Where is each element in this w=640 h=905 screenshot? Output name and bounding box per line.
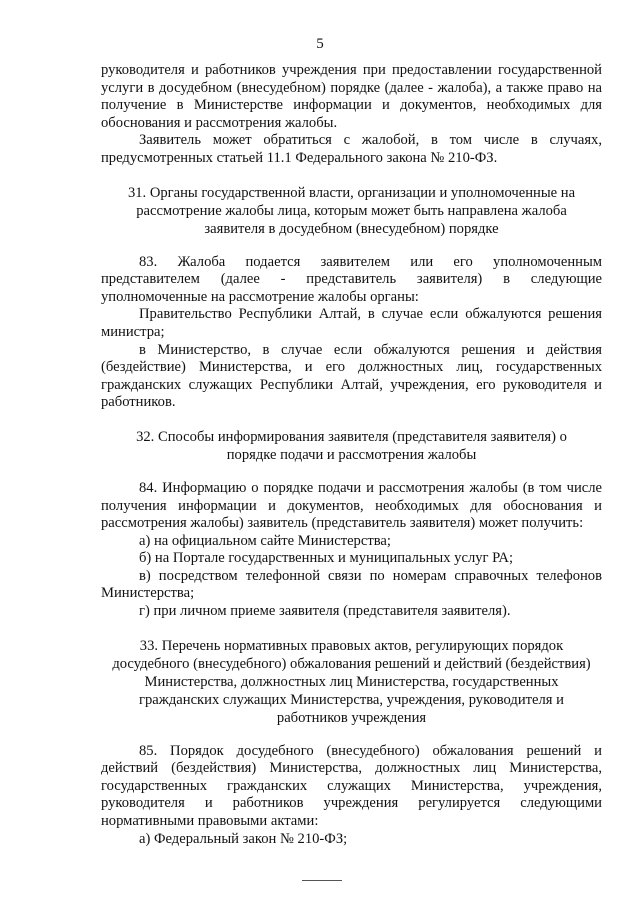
paragraph-84-item-a: а) на официальном сайте Министерства; xyxy=(139,532,391,549)
page-number: 5 xyxy=(316,36,324,52)
paragraph-continuation: руководителя и работников учреждения при предоставлении государственной услуги в досудебном (внесудебном) порядке (далее - жалоба), а также право на получение в Министерстве информации и документов, необходимых для обоснования и рассмотрения жалобы. xyxy=(101,62,602,131)
section-31-title: 31. Органы государственной власти, организации и уполномоченные на рассмотрение жалобы лица, которым может быть направлена жалоба заявителя в досудебном (внесудебном) порядке xyxy=(127,184,576,237)
paragraph-85: 85. Порядок досудебного (внесудебного) обжалования решений и действий (бездействия) Министерства, должностных лиц Министерства, государственных гражданских служащих Министерства, учреждения, руководителя и работников учреждения регулируется следующими нормативными правовыми актами: xyxy=(101,742,602,830)
paragraph-84-item-b: б) на Портале государственных и муниципальных услуг РА; xyxy=(139,550,514,567)
paragraph-complaint-right: Заявитель может обратиться с жалобой, в том числе в случаях, предусмотренных статьей 11.1 Федерального закона № 210-ФЗ. xyxy=(101,132,602,166)
paragraph-84-item-c: в) посредством телефонной связи по номерам справочных телефонов Министерства; xyxy=(101,567,602,602)
paragraph-85-item-a: а) Федеральный закон № 210-ФЗ; xyxy=(139,830,348,847)
paragraph-84-item-d: г) при личном приеме заявителя (представителя заявителя). xyxy=(139,603,511,620)
section-32-title: 32. Способы информирования заявителя (представителя заявителя) о порядке подачи и рассмотрения жалобы xyxy=(136,428,567,463)
document-body xyxy=(101,62,602,848)
footer-divider xyxy=(302,880,342,881)
paragraph-83-item-government: Правительство Республики Алтай, в случае если обжалуются решения министра; xyxy=(101,306,602,340)
paragraph-83: 83. Жалоба подается заявителем или его уполномоченным представителем (далее - представитель заявителя) в следующие уполномоченные на рассмотрение жалобы органы: xyxy=(101,253,602,305)
section-33-title: 33. Перечень нормативных правовых актов, регулирующих порядок досудебного (внесудебного) обжалования решений и действий (бездействия) Министерства, должностных лиц Министерства, государственных гражданских служащих Министерства, учреждения, руководителя и работников учреждения xyxy=(112,637,591,726)
paragraph-84: 84. Информацию о порядке подачи и рассмотрения жалобы (в том числе получения информации и документов, необходимых для обоснования и рассмотрения жалобы) заявитель (представитель заявителя) может получить: xyxy=(101,479,602,532)
paragraph-83-item-ministry: в Министерство, в случае если обжалуются решения и действия (бездействие) Министерства, и его должностных лиц, государственных гражданских служащих Республики Алтай, учреждения, его руководителя и работников. xyxy=(101,341,602,411)
